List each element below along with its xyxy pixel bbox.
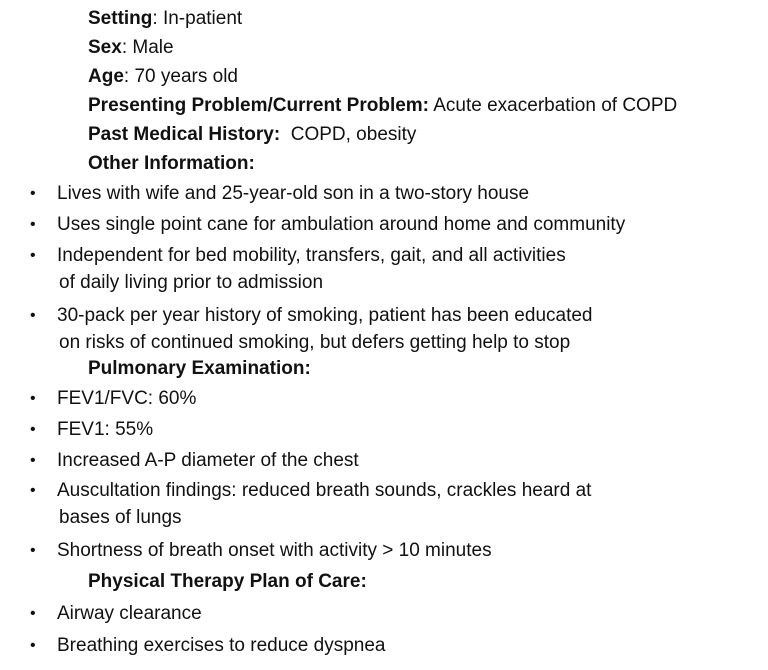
bullet-icon: • [30,390,36,407]
pt-plan-of-care-heading: Physical Therapy Plan of Care: [88,571,367,592]
presenting-problem-label: Presenting Problem/Current Problem: [88,95,430,116]
setting-label: Setting [88,8,153,29]
list-item-text [57,211,625,238]
list-item-text [57,477,591,531]
list-item-line: Shortness of breath onset with activity > 10 minutes [57,540,492,561]
pulmonary-examination-heading: Pulmonary Examination: [88,358,311,379]
bullet-icon: • [30,482,36,499]
list-item-line: FEV1/FVC: 60% [57,388,197,409]
list-item-line: Uses single point cane for ambulation around home and community [57,214,626,235]
list-item-line: Auscultation findings: reduced breath sounds, crackles heard at [57,480,592,501]
list-item-text [57,416,153,443]
setting-separator: : [152,8,163,29]
bullet-icon: • [30,637,36,654]
list-item-text [57,632,385,659]
list-item-line: FEV1: 55% [57,419,154,440]
past-medical-history-value: COPD, obesity [290,124,417,145]
list-item-text [57,302,593,356]
bullet-icon: • [30,421,36,438]
list-item-text [57,242,566,296]
list-item-continuation: of daily living prior to admission [59,272,324,293]
sex-field [88,34,174,61]
list-item-continuation: on risks of continued smoking, but defers getting help to stop [59,332,571,353]
list-item-text [57,385,196,412]
bullet-icon: • [30,452,36,469]
past-medical-history-separator [280,124,291,145]
sex-separator: : [121,37,133,58]
bullet-icon: • [30,307,36,324]
list-item-text [57,180,529,207]
list-item-text [57,600,202,627]
list-item-line: Independent for bed mobility, transfers, gait, and all activities [57,245,566,266]
bullet-icon: • [30,185,36,202]
list-item-line: Lives with wife and 25-year-old son in a two-story house [57,183,530,204]
other-information-heading: Other Information: [88,153,255,174]
age-value: 70 years old [134,66,238,87]
presenting-problem-value: Acute exacerbation of COPD [433,95,678,116]
bullet-icon: • [30,247,36,264]
past-medical-history-field [88,121,416,148]
list-item-text [57,537,492,564]
age-label: Age [88,66,124,87]
setting-value: In-patient [162,8,243,29]
bullet-icon: • [30,542,36,559]
list-item-line: Increased A-P diameter of the chest [57,450,359,471]
list-item-text [57,447,359,474]
list-item-line: Airway clearance [57,603,202,624]
sex-label: Sex [88,37,122,58]
presenting-problem-field [88,92,677,119]
list-item-continuation: bases of lungs [59,507,182,528]
age-separator: : [123,66,135,87]
age-field [88,63,238,90]
past-medical-history-label: Past Medical History: [88,124,281,145]
list-item-line: 30-pack per year history of smoking, patient has been educated [57,305,593,326]
setting-field [88,5,242,32]
list-item-line: Breathing exercises to reduce dyspnea [57,635,386,656]
bullet-icon: • [30,216,36,233]
bullet-icon: • [30,605,36,622]
sex-value: Male [132,37,174,58]
